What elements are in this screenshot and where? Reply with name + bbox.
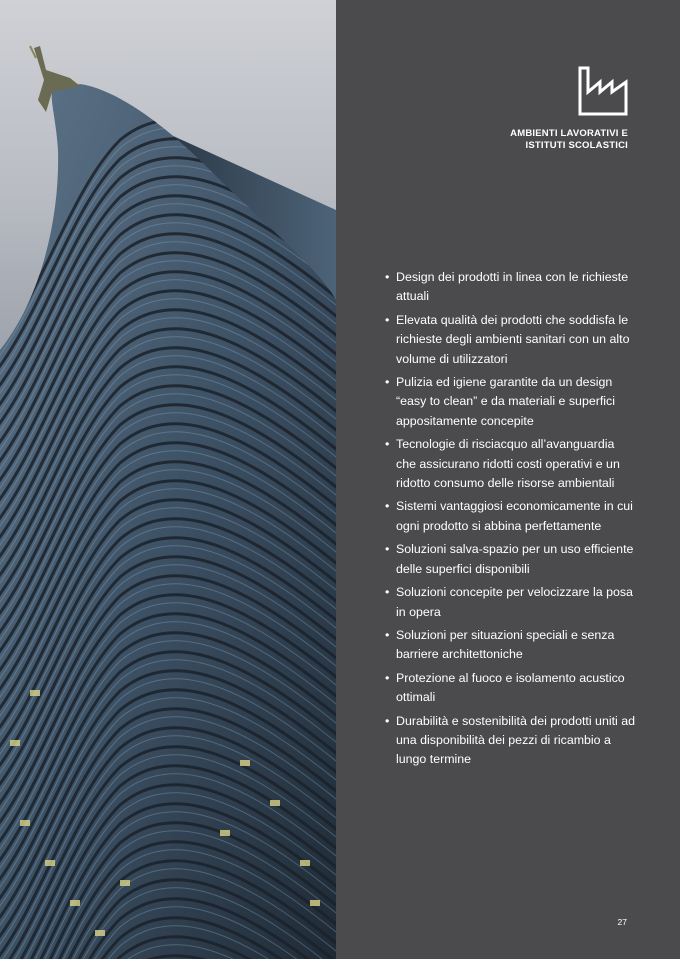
factory-icon: [578, 66, 628, 116]
feature-item: [385, 626, 635, 665]
feature-text: Elevata qualità dei prodotti che soddisfa le richieste degli ambienti sanitari con un alto volume di utilizzatori: [396, 312, 630, 366]
bullet-icon: •: [385, 437, 390, 452]
feature-item: [385, 373, 635, 431]
window-light: [300, 860, 310, 866]
feature-text: Pulizia ed igiene garantite da un design “easy to clean” e da materiali e superfici appositamente concepite: [396, 375, 616, 428]
bullet-icon: •: [385, 585, 390, 600]
window-light: [30, 690, 40, 696]
window-light: [270, 800, 280, 806]
bullet-icon: •: [385, 627, 390, 642]
skyscraper-illustration: [0, 0, 336, 959]
window-light: [10, 740, 20, 746]
category-heading: [408, 128, 628, 152]
bullet-icon: •: [385, 270, 390, 284]
feature-item: [385, 311, 635, 369]
window-light: [70, 900, 80, 906]
category-line-2: ISTITUTI SCOLASTICI: [525, 140, 628, 151]
window-light: [120, 880, 130, 886]
feature-text: Soluzioni concepite per velocizzare la posa in opera: [396, 585, 633, 619]
bullet-icon: •: [385, 375, 390, 390]
skyscraper-photo: [0, 0, 336, 959]
feature-text: Tecnologie di risciacquo all’avanguardia che assicurano ridotti costi operativi e un ridotto consumo delle risorse ambientali: [396, 437, 620, 491]
bullet-icon: •: [385, 670, 390, 685]
feature-item: [385, 712, 635, 770]
feature-text: Soluzioni salva-spazio per un uso efficiente delle superfici disponibili: [396, 542, 634, 576]
bullet-icon: •: [385, 499, 390, 514]
bullet-icon: •: [385, 312, 390, 327]
feature-text: Protezione al fuoco e isolamento acustico ottimali: [396, 670, 625, 705]
feature-text: Soluzioni per situazioni speciali e senza barriere architettoniche: [396, 627, 615, 662]
page-number: 27: [617, 917, 627, 927]
feature-text: Sistemi vantaggiosi economicamente in cui ogni prodotto si abbina perfettamente: [396, 499, 633, 533]
category-line-1: AMBIENTI LAVORATIVI E: [510, 128, 628, 139]
feature-list: [385, 268, 635, 774]
feature-item: [385, 497, 635, 536]
feature-item: [385, 268, 635, 307]
feature-text: Durabilità e sostenibilità dei prodotti uniti ad una disponibilità dei pezzi di ricambio a lungo termine: [396, 713, 636, 767]
feature-item: [385, 435, 635, 493]
feature-text: Design dei prodotti in linea con le richieste attuali: [396, 270, 629, 304]
feature-item: [385, 583, 635, 622]
window-light: [45, 860, 55, 866]
window-light: [240, 760, 250, 766]
feature-item: [385, 540, 635, 579]
window-light: [310, 900, 320, 906]
window-light: [20, 820, 30, 826]
window-light: [95, 930, 105, 936]
feature-item: [385, 669, 635, 708]
bullet-icon: •: [385, 713, 390, 728]
bullet-icon: •: [385, 542, 390, 557]
window-light: [220, 830, 230, 836]
